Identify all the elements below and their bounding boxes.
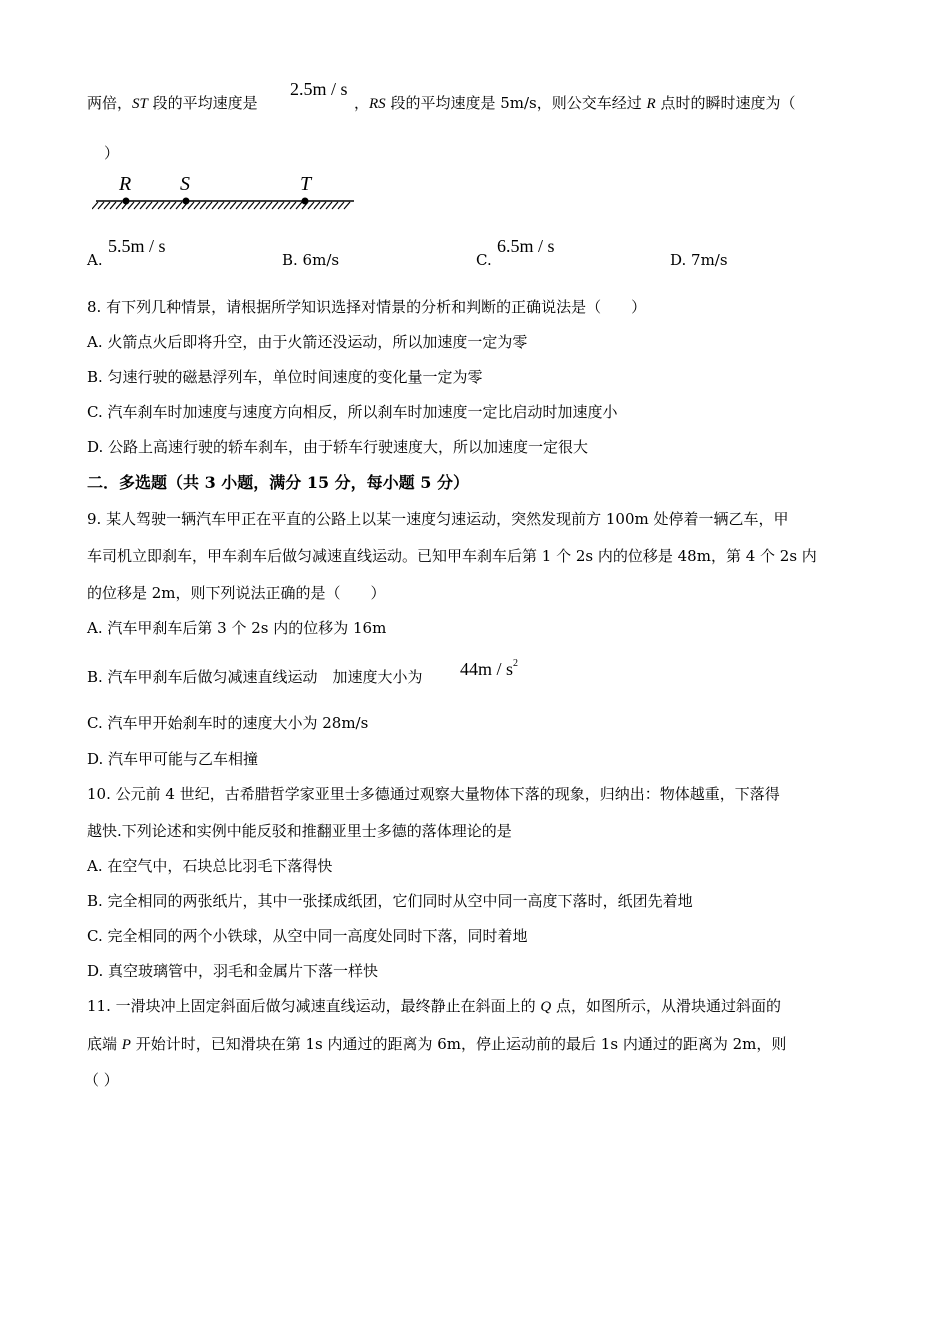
q7-hatch-mark xyxy=(140,202,146,209)
q7-hatch-mark xyxy=(170,202,176,209)
q7-hatch-mark xyxy=(188,202,194,209)
q7-hatch-mark xyxy=(224,202,230,209)
q11-text: 点，如图所示，从滑块通过斜面的 xyxy=(551,997,782,1015)
q7-hatch-mark xyxy=(338,202,344,209)
q7-hatch-mark xyxy=(164,202,170,209)
q7-hatch-mark xyxy=(242,202,248,209)
q7-hatch-mark xyxy=(194,202,200,209)
q7-stem-line1-rest xyxy=(354,93,795,114)
q9-option-b-value[interactable] xyxy=(460,654,518,679)
q8-option-b[interactable]: B. 匀速行驶的磁悬浮列车，单位时间速度的变化量一定为零 xyxy=(87,368,483,386)
q7-option-a-value[interactable]: 5.5m / s xyxy=(108,236,166,256)
q7-hatch-mark xyxy=(110,202,116,209)
q8-option-d[interactable]: D. 公路上高速行驶的轿车刹车，由于轿车行驶速度大，所以加速度一定很大 xyxy=(87,438,589,456)
q7-hatch-mark xyxy=(290,202,296,209)
q7-hatch-mark xyxy=(254,202,260,209)
q7-text: 段的平均速度是 5m/s，则公交车经过 xyxy=(385,94,647,112)
q7-hatch-mark xyxy=(284,202,290,209)
q10-option-b[interactable]: B. 完全相同的两张纸片，其中一张揉成纸团，它们同时从空中同一高度下落时，纸团先着地 xyxy=(87,892,693,910)
q7-stem-line1 xyxy=(87,93,258,114)
q11-text: 11. 一滑块冲上固定斜面后做匀减速直线运动，最终静止在斜面上的 xyxy=(87,997,541,1015)
q7-hatch-mark xyxy=(152,202,158,209)
q7-option-c-value[interactable]: 6.5m / s xyxy=(497,236,555,256)
q7-stem-line2: ） xyxy=(104,144,120,162)
q7-text: ， xyxy=(354,94,370,112)
q7-option-c-letter[interactable]: C. xyxy=(476,251,492,269)
q7-road-figure xyxy=(92,168,358,216)
q7-hatch-mark xyxy=(158,202,164,209)
q9-option-a[interactable]: A. 汽车甲刹车后第 3 个 2s 内的位移为 16m xyxy=(87,619,387,637)
q9-option-c[interactable]: C. 汽车甲开始刹车时的速度大小为 28m/s xyxy=(87,714,369,732)
q7-hatch-mark xyxy=(296,202,302,209)
q11-text: 开始计时，已知滑块在第 1s 内通过的距离为 6m，停止运动前的最后 1s 内通过的距离为 2m，则 xyxy=(130,1035,787,1053)
q10-option-a[interactable]: A. 在空气中，石块总比羽毛下落得快 xyxy=(87,857,333,875)
q7-hatch-mark xyxy=(314,202,320,209)
q11-text: 底端 xyxy=(87,1035,122,1053)
q7-hatch-mark xyxy=(236,202,242,209)
q7-hatch-mark xyxy=(332,202,338,209)
q7-option-b[interactable]: B. 6m/s xyxy=(282,251,340,269)
q7-option-a-letter[interactable]: A. xyxy=(87,251,103,269)
q9-stem-line1: 9. 某人驾驶一辆汽车甲正在平直的公路上以某一速度匀速运动，突然发现前方 100m 处停着一辆乙车，甲 xyxy=(87,510,789,528)
q7-hatch-mark xyxy=(116,202,122,209)
q7-hatch-mark xyxy=(266,202,272,209)
q8-option-a[interactable]: A. 火箭点火后即将升空，由于火箭还没运动，所以加速度一定为零 xyxy=(87,333,528,351)
q11-stem-line2 xyxy=(87,1034,786,1055)
q7-label-t: T xyxy=(300,173,312,195)
q7-hatch-mark xyxy=(326,202,332,209)
q10-option-c[interactable]: C. 完全相同的两个小铁球，从空中同一高度处同时下落，同时着地 xyxy=(87,927,528,945)
q11-point-q: Q xyxy=(540,999,552,1015)
q8-stem: 8. 有下列几种情景，请根据所学知识选择对情景的分析和判断的正确说法是（ ） xyxy=(87,298,647,316)
q8-option-c[interactable]: C. 汽车刹车时加速度与速度方向相反，所以刹车时加速度一定比启动时加速度小 xyxy=(87,403,618,421)
q7-segment-rs: RS xyxy=(369,96,386,112)
q9-option-d[interactable]: D. 汽车甲可能与乙车相撞 xyxy=(87,750,259,768)
q7-text: 点时的瞬时速度为（ xyxy=(655,94,796,112)
q7-hatch-mark xyxy=(128,202,134,209)
q7-point-r-dot xyxy=(123,198,130,205)
q7-option-d[interactable]: D. 7m/s xyxy=(670,251,728,269)
q7-point-r: R xyxy=(646,96,656,112)
q11-stem-line1 xyxy=(87,996,781,1017)
q7-point-t-dot xyxy=(302,198,309,205)
q7-hatch-mark xyxy=(134,202,140,209)
q10-stem-line1: 10. 公元前 4 世纪，古希腊哲学家亚里士多德通过观察大量物体下落的现象，归纳出：物体越重，下落得 xyxy=(87,785,780,803)
q7-hatch-mark xyxy=(146,202,152,209)
section-2-heading: 二．多选题（共 3 小题，满分 15 分，每小题 5 分） xyxy=(87,473,469,492)
q10-stem-line2: 越快.下列论述和实例中能反驳和推翻亚里士多德的落体理论的是 xyxy=(87,822,512,840)
q7-hatch-mark xyxy=(104,202,110,209)
q9-stem-line2: 车司机立即刹车，甲车刹车后做匀减速直线运动。已知甲车刹车后第 1 个 2s 内的位移是 48m，第 4 个 2s 内 xyxy=(87,547,817,565)
q7-hatch-mark xyxy=(248,202,254,209)
q7-label-r: R xyxy=(119,173,132,195)
q7-hatch-mark xyxy=(92,202,98,209)
q7-hatch-mark xyxy=(176,202,182,209)
q7-point-s-dot xyxy=(183,198,190,205)
q7-text: 两倍， xyxy=(87,94,133,112)
q7-text: 段的平均速度是 xyxy=(147,94,258,112)
q7-hatch-mark xyxy=(206,202,212,209)
q10-option-d[interactable]: D. 真空玻璃管中，羽毛和金属片下落一样快 xyxy=(87,962,379,980)
q7-hatch-mark xyxy=(260,202,266,209)
q11-point-p: P xyxy=(121,1037,131,1053)
q9-b-value-text: 44m / s xyxy=(460,659,514,679)
q7-hatch-mark xyxy=(344,202,350,209)
q9-option-b-text[interactable]: B. 汽车甲刹车后做匀减速直线运动 加速度大小为 xyxy=(87,668,423,686)
q7-hatch-mark xyxy=(230,202,236,209)
q7-hatch-mark xyxy=(212,202,218,209)
q7-hatch-mark xyxy=(308,202,314,209)
q7-hatch-mark xyxy=(272,202,278,209)
q7-hatch-mark xyxy=(200,202,206,209)
q7-hatch-mark xyxy=(98,202,104,209)
q11-stem-line3: （ ） xyxy=(84,1071,119,1089)
q7-segment-st: ST xyxy=(132,96,148,112)
q7-st-speed: 2.5m / s xyxy=(290,79,348,99)
q7-road-hatching xyxy=(92,202,350,209)
q9-b-exponent: 2 xyxy=(513,658,519,669)
q7-label-s: S xyxy=(180,173,190,195)
q7-hatch-mark xyxy=(320,202,326,209)
q7-hatch-mark xyxy=(278,202,284,209)
q7-hatch-mark xyxy=(218,202,224,209)
q9-stem-line3: 的位移是 2m，则下列说法正确的是（ ） xyxy=(87,584,386,602)
